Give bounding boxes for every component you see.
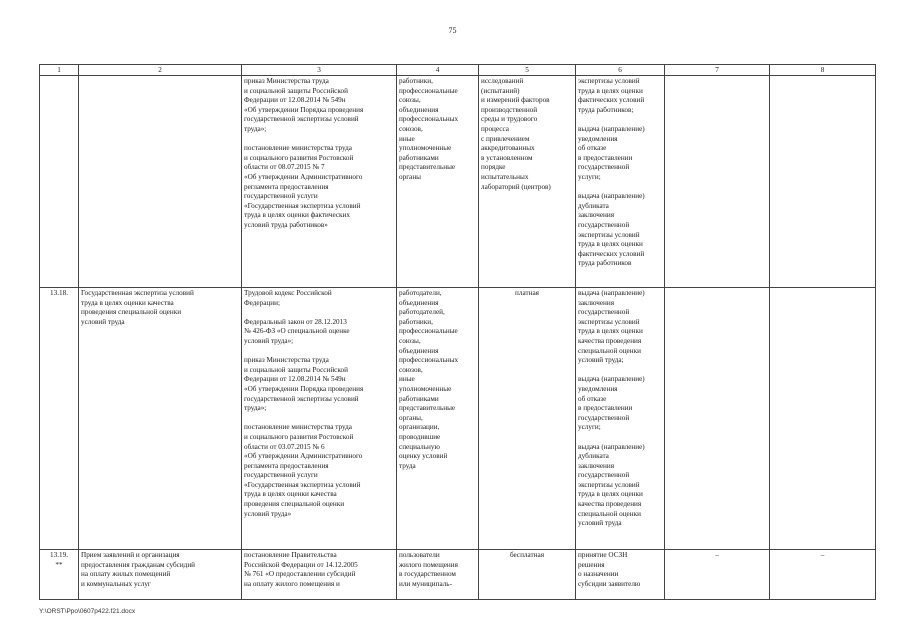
column-8-cell: [770, 76, 876, 288]
payment-terms: исследований (испытаний) и измерений факторов производственной среды и трудового процесса с привлечением аккредитованных в установленном порядке испытательных лабораторий (центров): [479, 76, 576, 288]
legal-basis: Трудовой кодекс Российской Федерации; Федеральный закон от 28.12.2013 № 426-ФЗ «О специальной оценке условий труда»; приказ Министерства труда и социальной защиты Российской Федерации от 12.08.2014 № 549н «Об утверждении Порядка проведения государственной экспертизы условий труда»; постановление министерства труда и социального развития Ростовской области от 03.07.2015 № 6 «Об утверждении Административного регламента предоставления государственной услуги «Государственная экспертиза условий труда в целях оценки качества проведения специальной оценки условий труда»: [242, 288, 397, 550]
column-8-cell: –: [770, 550, 876, 600]
page-number: 75: [448, 26, 457, 35]
column-header: 6: [576, 65, 665, 76]
file-path-footer: Y:\ORST\Ppo\0607p422.f21.docx: [39, 608, 136, 615]
service-name: [79, 76, 242, 288]
service-name: Прием заявлений и организация предоставления гражданам субсидий на оплату жилых помещений и коммунальных услуг: [79, 550, 242, 600]
column-7-cell: –: [665, 550, 770, 600]
legal-basis: приказ Министерства труда и социальной защиты Российской Федерации от 12.08.2014 № 549н «Об утверждении Порядка проведения государственной экспертизы условий труда»; постановление министерства труда и социального развития Ростовской области от 08.07.2015 № 7 «Об утверждении Административного регламента предоставления государственной услуги «Государственная экспертиза условий труда в целях оценки фактических условий труда работников»: [242, 76, 397, 288]
payment-terms: бесплатная: [479, 550, 576, 600]
payment-terms: платная: [479, 288, 576, 550]
table-header-row: [40, 65, 876, 76]
service-recipients: работники, профессиональные союзы, объединения профессиональных союзов, иные уполномоченные работниками представительные органы: [397, 76, 479, 288]
table-row: [40, 288, 876, 550]
legal-basis: постановление Правительства Российской Федерации от 14.12.2005 № 761 «О предоставлении субсидий на оплату жилого помещения и: [242, 550, 397, 600]
column-header: 7: [665, 65, 770, 76]
column-7-cell: [665, 288, 770, 550]
service-result: выдача (направление) заключения государственной экспертизы условий труда в целях оценки качества проведения специальной оценки условий труда; выдача (направление) уведомления об отказе в предоставлении государственной услуги; выдача (направление) дубликата заключения государственной экспертизы условий труда в целях оценки качества проведения специальной оценки условий труда: [576, 288, 665, 550]
service-recipients: пользователи жилого помещения в государственном или муниципаль-: [397, 550, 479, 600]
column-header: 2: [79, 65, 242, 76]
services-table: [39, 64, 876, 600]
column-header: 4: [397, 65, 479, 76]
service-number: [40, 76, 79, 288]
column-header: 1: [40, 65, 79, 76]
service-recipients: работодатели, объединения работодателей, работники, профессиональные союзы, объединения профессиональных союзов, иные уполномоченные работниками представительные органы, организации, проводившие специальную оценку условий труда: [397, 288, 479, 550]
service-name: Государственная экспертиза условий труда в целях оценки качества проведения специальной оценки условий труда: [79, 288, 242, 550]
column-8-cell: [770, 288, 876, 550]
table-row: [40, 76, 876, 288]
table-row: [40, 550, 876, 600]
column-header: 3: [242, 65, 397, 76]
service-number: 13.19. **: [40, 550, 79, 600]
column-header: 8: [770, 65, 876, 76]
service-number: 13.18.: [40, 288, 79, 550]
service-result: принятие ОСЗН решения о назначении субсидии заявителю: [576, 550, 665, 600]
column-7-cell: [665, 76, 770, 288]
column-header: 5: [479, 65, 576, 76]
service-result: экспертизы условий труда в целях оценки фактических условий труда работников; выдача (направление) уведомления об отказе в предоставлении государственной услуги; выдача (направление) дубликата заключения государственной экспертизы условий труда в целях оценки фактических условий труда работников: [576, 76, 665, 288]
